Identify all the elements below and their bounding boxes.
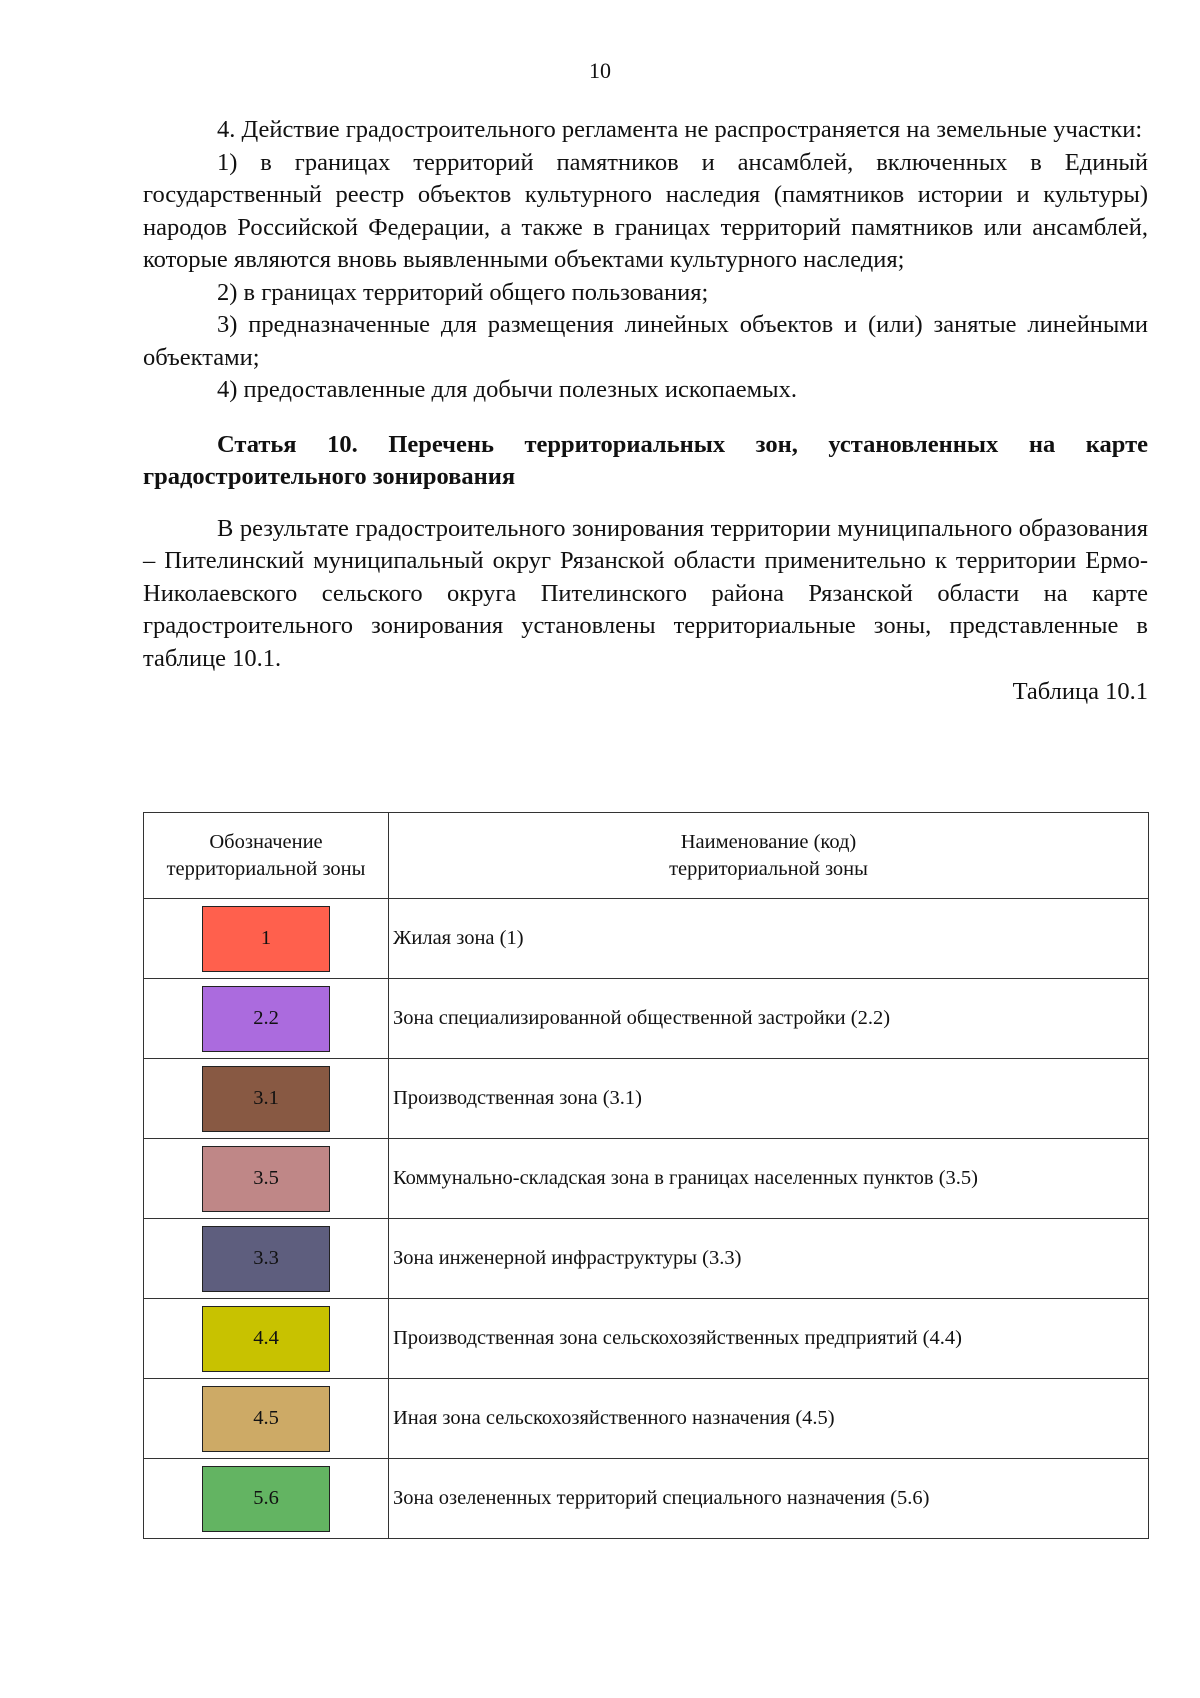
article-intro: В результате градостроительного зонирования территории муниципального образования – Пителинский муниципальный округ Рязанской области применительно к территории Ермо-Николаевского сельского округа Пителинского района Рязанской области на карте градостроительного зонирования установлены территориальные зоны, представленные в таблице 10.1. <box>143 514 1148 672</box>
list-item: 1) в границах территорий памятников и ансамблей, включенных в Единый государственный реестр объектов культурного наследия (памятников истории и культуры) народов Российской Федерации, а также в границах территорий памятников или ансамблей, которые являются вновь выявленными объектами культурного наследия; <box>143 148 1148 273</box>
zone-name: Зона озелененных территорий специального назначения (5.6) <box>389 1459 1149 1539</box>
table-row <box>144 899 1149 979</box>
zones-table <box>143 812 1149 1539</box>
paragraph-4-intro: 4. Действие градостроительного регламента не распространяется на земельные участки: <box>217 116 1143 143</box>
header-name-line1: Наименование (код) <box>680 830 857 853</box>
header-name-line2: территориальной зоны <box>669 857 868 880</box>
page-number: 10 <box>589 58 611 83</box>
zone-swatch-cell <box>144 1139 389 1219</box>
header-name <box>389 813 1149 899</box>
table-row <box>144 1139 1149 1219</box>
zone-name: Зона специализированной общественной застройки (2.2) <box>389 979 1149 1059</box>
zone-swatch-cell <box>144 1299 389 1379</box>
zone-swatch-cell <box>144 1379 389 1459</box>
zone-name: Производственная зона сельскохозяйственных предприятий (4.4) <box>389 1299 1149 1379</box>
zone-swatch-cell <box>144 979 389 1059</box>
zone-swatch: 3.5 <box>202 1146 330 1212</box>
zone-swatch: 1 <box>202 906 330 972</box>
zone-swatch: 4.4 <box>202 1306 330 1372</box>
table-row <box>144 1219 1149 1299</box>
zone-swatch: 5.6 <box>202 1466 330 1532</box>
table-row <box>144 1299 1149 1379</box>
table-header-row <box>144 813 1149 899</box>
zone-swatch-cell <box>144 1059 389 1139</box>
zone-name: Зона инженерной инфраструктуры (3.3) <box>389 1219 1149 1299</box>
zone-name: Коммунально-складская зона в границах населенных пунктов (3.5) <box>389 1139 1149 1219</box>
article-heading: Статья 10. Перечень территориальных зон, установленных на карте градостроительного зонирования <box>143 430 1148 490</box>
list-item: 4) предоставленные для добычи полезных ископаемых. <box>217 376 797 403</box>
table-row <box>144 1059 1149 1139</box>
table-row <box>144 979 1149 1059</box>
zone-swatch-cell <box>144 1219 389 1299</box>
zone-swatch: 3.1 <box>202 1066 330 1132</box>
table-row <box>144 1379 1149 1459</box>
header-designation: Обозначение территориальной зоны <box>144 813 389 899</box>
zone-swatch: 2.2 <box>202 986 330 1052</box>
zone-name: Иная зона сельскохозяйственного назначения (4.5) <box>389 1379 1149 1459</box>
document-body <box>143 114 1148 709</box>
list-item: 2) в границах территорий общего пользования; <box>217 278 709 306</box>
table-caption: Таблица 10.1 <box>1012 678 1148 705</box>
list-item: 3) предназначенные для размещения линейных объектов и (или) занятые линейными объектами; <box>143 311 1148 371</box>
zone-swatch: 3.3 <box>202 1226 330 1292</box>
zone-swatch: 4.5 <box>202 1386 330 1452</box>
zone-swatch-cell <box>144 899 389 979</box>
zone-swatch-cell <box>144 1459 389 1539</box>
zone-name: Жилая зона (1) <box>389 899 1149 979</box>
zone-name: Производственная зона (3.1) <box>389 1059 1149 1139</box>
table-row <box>144 1459 1149 1539</box>
